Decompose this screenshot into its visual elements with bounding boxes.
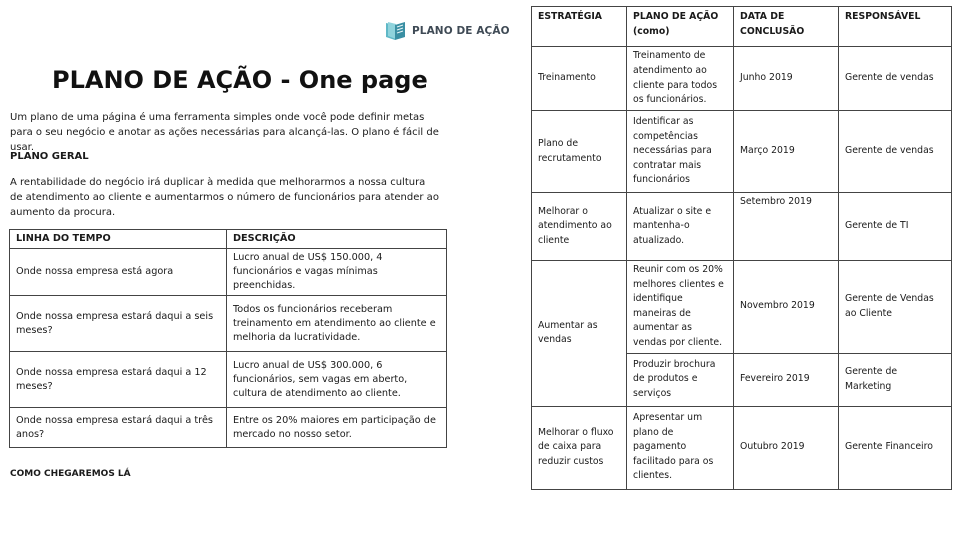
section-heading-como-chegaremos: COMO CHEGAREMOS LÁ bbox=[10, 469, 131, 479]
timeline-cell: Entre os 20% maiores em participação de mercado no nosso setor. bbox=[227, 408, 447, 448]
strategy-table bbox=[531, 6, 952, 490]
strategy-cell: Treinamento de atendimento ao cliente para todos os funcionários. bbox=[627, 47, 734, 111]
strategy-cell: Gerente de vendas bbox=[839, 111, 952, 193]
strategy-cell: Melhorar o fluxo de caixa para reduzir custos bbox=[532, 406, 627, 489]
strategy-cell: Junho 2019 bbox=[734, 47, 839, 111]
strategy-header-estrategia: ESTRATÉGIA bbox=[532, 7, 627, 47]
strategy-cell: Gerente de vendas bbox=[839, 47, 952, 111]
strategy-cell: Identificar as competências necessárias para contratar mais funcionários bbox=[627, 111, 734, 193]
strategy-cell: Gerente Financeiro bbox=[839, 406, 952, 489]
strategy-header-plano: PLANO DE AÇÃO (como) bbox=[627, 7, 734, 47]
table-row bbox=[10, 249, 447, 296]
strategy-cell: Produzir brochura de produtos e serviços bbox=[627, 353, 734, 406]
timeline-header-row bbox=[10, 230, 447, 249]
table-row bbox=[532, 406, 952, 489]
table-row bbox=[532, 47, 952, 111]
timeline-table bbox=[9, 229, 447, 448]
strategy-cell: Novembro 2019 bbox=[734, 261, 839, 354]
strategy-cell: Outubro 2019 bbox=[734, 406, 839, 489]
plano-geral-paragraph: A rentabilidade do negócio irá duplicar à medida que melhorarmos a nossa cultura de atendimento ao cliente e aumentarmos o número de funcionários para atender ao aumento da procura. bbox=[10, 177, 439, 218]
timeline-cell: Onde nossa empresa estará daqui a 12 meses? bbox=[10, 352, 227, 408]
timeline-cell: Lucro anual de US$ 150.000, 4 funcionários e vagas mínimas preenchidas. bbox=[227, 249, 447, 296]
section-heading-plano-geral: PLANO GERAL bbox=[10, 151, 89, 162]
table-row bbox=[532, 111, 952, 193]
strategy-cell: Atualizar o site e mantenha-o atualizado. bbox=[627, 193, 734, 261]
timeline-header-descricao: DESCRIÇÃO bbox=[227, 230, 447, 249]
strategy-cell: Treinamento bbox=[532, 47, 627, 111]
timeline-header-linha: LINHA DO TEMPO bbox=[10, 230, 227, 249]
strategy-cell: Plano de recrutamento bbox=[532, 111, 627, 193]
strategy-cell: Melhorar o atendimento ao cliente bbox=[532, 193, 627, 261]
table-row bbox=[10, 408, 447, 448]
strategy-cell: Apresentar um plano de pagamento facilitado para os clientes. bbox=[627, 406, 734, 489]
logo-text: PLANO DE AÇÃO bbox=[412, 25, 510, 37]
strategy-cell: Reunir com os 20% melhores clientes e identifique maneiras de aumentar as vendas por cliente. bbox=[627, 261, 734, 354]
intro-paragraph: Um plano de uma página é uma ferramenta simples onde você pode definir metas para o seu negócio e anotar as ações necessárias para alcançá-las. O plano é fácil de usar. bbox=[10, 112, 439, 153]
strategy-cell: Aumentar as vendas bbox=[532, 261, 627, 407]
timeline-cell: Onde nossa empresa está agora bbox=[10, 249, 227, 296]
strategy-cell: Setembro 2019 bbox=[734, 193, 839, 261]
strategy-cell: Gerente de Marketing bbox=[839, 353, 952, 406]
timeline-cell: Lucro anual de US$ 300.000, 6 funcionários, sem vagas em aberto, cultura de atendimento ao cliente. bbox=[227, 352, 447, 408]
table-row bbox=[10, 296, 447, 352]
strategy-cell: Gerente de Vendas ao Cliente bbox=[839, 261, 952, 354]
strategy-header-responsavel: RESPONSÁVEL bbox=[839, 7, 952, 47]
page-title: PLANO DE AÇÃO - One page bbox=[52, 66, 428, 94]
table-row bbox=[10, 352, 447, 408]
table-row bbox=[532, 193, 952, 261]
strategy-cell: Março 2019 bbox=[734, 111, 839, 193]
book-logo-icon bbox=[384, 20, 408, 42]
timeline-cell: Onde nossa empresa estará daqui a três anos? bbox=[10, 408, 227, 448]
logo bbox=[384, 20, 510, 42]
timeline-cell: Todos os funcionários receberam treinamento em atendimento ao cliente e melhoria da lucratividade. bbox=[227, 296, 447, 352]
strategy-header-row bbox=[532, 7, 952, 47]
strategy-cell: Fevereiro 2019 bbox=[734, 353, 839, 406]
strategy-cell: Gerente de TI bbox=[839, 193, 952, 261]
timeline-cell: Onde nossa empresa estará daqui a seis meses? bbox=[10, 296, 227, 352]
table-row bbox=[532, 261, 952, 354]
strategy-header-data: DATA DE CONCLUSÃO bbox=[734, 7, 839, 47]
